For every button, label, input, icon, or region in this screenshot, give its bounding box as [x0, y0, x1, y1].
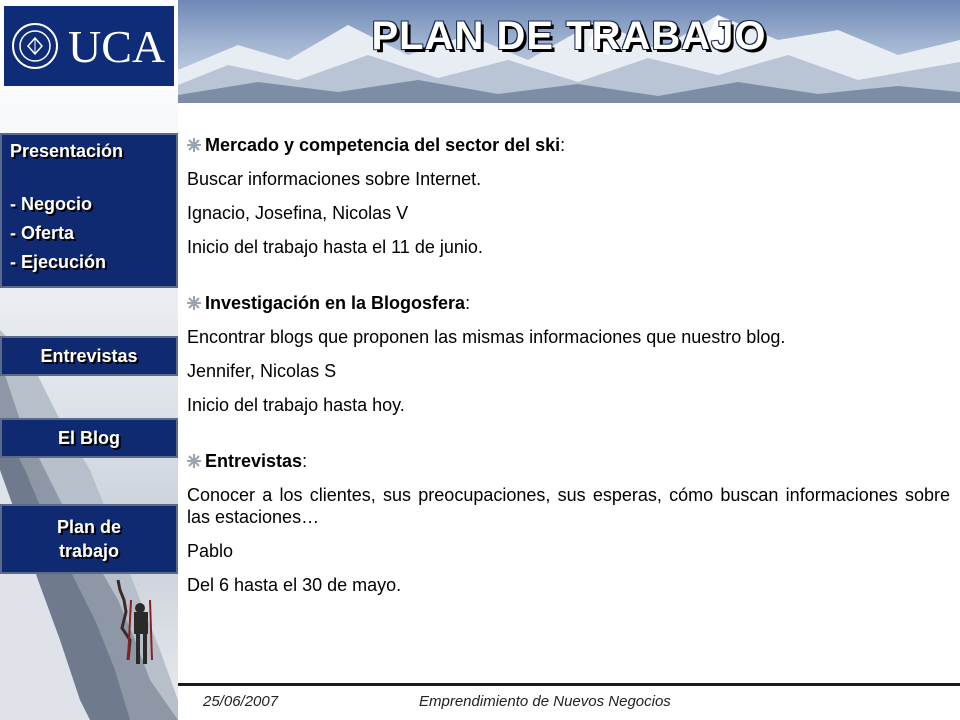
- section-heading-text: Investigación en la Blogosfera: [205, 293, 466, 313]
- section-heading: [187, 286, 950, 320]
- nav-presentacion[interactable]: [0, 133, 178, 288]
- page-title: PLAN DE TRABAJO: [371, 14, 767, 58]
- section-line: Pablo: [187, 541, 234, 561]
- footer-date: 25/06/2007: [203, 693, 279, 710]
- section-mercado: [187, 128, 950, 264]
- section-heading-suffix: :: [302, 451, 308, 471]
- section-line: Ignacio, Josefina, Nicolas V: [187, 203, 409, 223]
- nav-plan-label-line2: trabajo: [58, 541, 119, 561]
- section-line: Jennifer, Nicolas S: [187, 361, 337, 381]
- bullet-icon: [187, 138, 201, 152]
- nav-item-ejecucion[interactable]: - Ejecución: [10, 252, 107, 272]
- sidebar: [0, 0, 178, 720]
- spacer: [187, 422, 950, 444]
- footer-divider: [178, 683, 960, 686]
- footer: [178, 690, 960, 716]
- main-content: [187, 128, 950, 602]
- logo[interactable]: [0, 0, 178, 90]
- university-seal-icon: [10, 21, 60, 71]
- section-heading: [187, 444, 950, 478]
- bullet-icon: [187, 296, 201, 310]
- nav-item-negocio[interactable]: - Negocio: [10, 194, 93, 214]
- section-heading: [187, 128, 950, 162]
- nav-plan-label: [57, 515, 121, 563]
- section-heading-text: Entrevistas: [205, 451, 303, 471]
- nav-plan-label-line1: Plan de: [56, 517, 122, 537]
- header-banner: [178, 0, 960, 103]
- nav-entrevistas-label: Entrevistas: [40, 345, 138, 366]
- logo-text: UCA: [68, 20, 166, 72]
- nav-entrevistas[interactable]: [0, 336, 178, 376]
- nav-blog[interactable]: [0, 418, 178, 458]
- section-line: Encontrar blogs que proponen las mismas informaciones que nuestro blog.: [187, 327, 786, 347]
- section-line: Del 6 hasta el 30 de mayo.: [187, 575, 402, 595]
- section-entrevistas: [187, 444, 950, 602]
- spacer: [187, 264, 950, 286]
- nav-presentacion-title[interactable]: Presentación: [10, 141, 124, 161]
- logo-box: [4, 6, 174, 86]
- nav-item-oferta[interactable]: - Oferta: [10, 223, 75, 243]
- section-blogosfera: [187, 286, 950, 422]
- section-heading-suffix: :: [560, 135, 566, 155]
- section-line: Inicio del trabajo hasta el 11 de junio.: [187, 237, 483, 257]
- section-line: Conocer a los clientes, sus preocupaciones, sus esperas, cómo buscan informaciones sobre las estaciones…: [187, 485, 950, 527]
- nav-blog-label: El Blog: [58, 427, 120, 448]
- nav-plan-de-trabajo[interactable]: [0, 504, 178, 574]
- footer-department: Emprendimiento de Nuevos Negocios: [419, 693, 671, 710]
- section-line: Inicio del trabajo hasta hoy.: [187, 395, 405, 415]
- section-heading-text: Mercado y competencia del sector del ski: [205, 135, 561, 155]
- bullet-icon: [187, 454, 201, 468]
- section-line: Buscar informaciones sobre Internet.: [187, 169, 482, 189]
- section-heading-suffix: :: [465, 293, 471, 313]
